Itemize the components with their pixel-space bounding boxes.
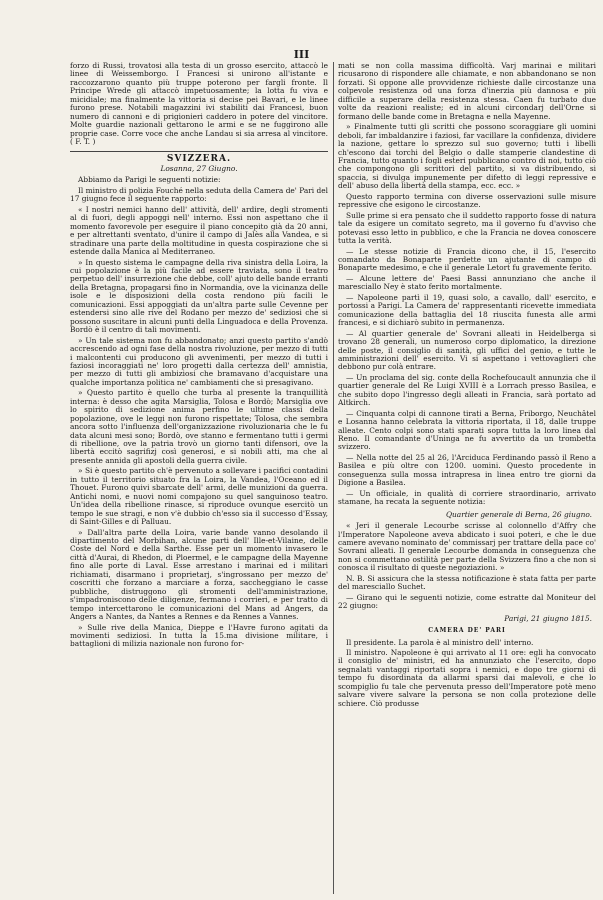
- left-paragraph: « I nostri nemici hanno dell' attività, dell' ardire, degli stromenti al di fuori, degli appoggi nell' interno. Essi non aspettano che il momento favorevole per eseguire il piano concepito già da 20 anni, e per altrettanti sventato, d'unire il campo di Jalès alla Vandea, e si stradinare una parte della moltitudine in questa cospirazione che si estende dalla Manica al Mediterraneo.: [70, 204, 328, 257]
- right-paragraph: — Nella notte del 25 al 26, l'Arciduca Ferdinando passò il Reno a Basilea e più oltre con 1200. uomini. Questo procedente in conseguenza sulla mossa intrapresa in linea entro tre giorni da Digione a Basilea.: [338, 452, 596, 488]
- right-paragraph: — Le stesse notizie di Francia dicono che, il 15, l'esercito comandato da Bonaparte perdette un ajutante di campo di Bonaparte medesimo, e che il generale Letort fu gravemente ferito.: [338, 246, 596, 273]
- dateline-berna: Quartier generale di Berna, 26 giugno.: [445, 509, 592, 519]
- berna-paragraph: — Girano qui le seguenti notizie, come estratte dal Moniteur del 22 giugno:: [338, 592, 596, 611]
- section-divider: [70, 151, 328, 152]
- right-paragraph: Sulle prime si era pensato che il suddetto rapporto fosse di natura tale da esigere un comitato segreto, ma il governo fu d'avviso che potevasi esso letto in pubblico, e che la Francia ne dovea conoscere tutta la verità.: [338, 210, 596, 246]
- left-paragraph: Il ministro di polizia Fouché nella seduta della Camera de' Pari del 17 giugno fece il seguente rapporto:: [70, 185, 328, 204]
- left-paragraph: » Dall'altra parte della Loira, varie bande vanno desolando il dipartimento del Morbihan, alcune parti dell' Ille-et-Vilaine, delle Coste del Nord e della Sarthe. Esse per un momento invasero le città d'Aurai, di Rhedon, di Ploermel, e le campagne della Mayenne fino alle porte di Laval. Esse arrestano i marinai ed i militari richiamati, disarmano i proprietarj, s'ingrossano per mezzo de' coscritti che forzano a marciare a forza, saccheggiano le casse pubbliche, distruggono gli stromenti dell'amministrazione, s'impadroniscono delle diligenze, fermano i corrieri, e per tratto di tempo intercettarono le comunicazioni del Mans ad Angers, da Angers a Nantes, da Nantes a Rennes e da Rennes a Vannes.: [70, 527, 328, 622]
- right-paragraph: — Alcune lettere de' Paesi Bassi annunziano che anche il maresciallo Ney è stato ferito mortalmente.: [338, 273, 596, 292]
- dateline-losanna: Losanna, 27 Giugno.: [160, 163, 238, 173]
- left-top-paragraph: forzo di Russi, trovatosi alla testa di un grosso esercito, attaccò le linee di Weissemborgo. I Francesi si unirono all'istante e raccozzarono quanto più truppe poterono per fargli fronte. Il Principe Wrede gli attaccò impetuosamente; la lotta fu viva e micidiale; ma finalmente la vittoria si decise pei Bavari, e le linee furono prese. Notabili magazzini ivi stabiliti dai Francesi, buon numero di cannoni e di prigionieri caddero in potere del vincitore. Molte guardie nazionali gettarono le armi e se ne fuggirono alle proprie case. Corre voce che anche Landau si sia arresa al vincitore. ( F. T. ): [70, 62, 328, 147]
- right-paragraph: — Al quartier generale de' Sovrani alleati in Heidelberga si trovano 28 generali, un numeroso corpo diplomatico, la direzione delle poste, il consiglio di sanità, gli uffici del genio, e tutte le amministrazioni dell' esercito. Vi si aspettano i vettovaglieri che debbono pur colà entrare.: [338, 328, 596, 372]
- left-column: [70, 62, 328, 894]
- section-title-svizzera: SVIZZERA.: [166, 153, 232, 164]
- camera-paragraph: Il presidente. La parola è al ministro dell' interno.: [346, 637, 534, 647]
- left-paragraph: » Sulle rive della Manica, Dieppe e l'Havre furono agitati da movimenti sediziosi. In tutta la 15.ma divisione militare, i battaglioni di milizia nazionale non furono for-: [70, 622, 328, 649]
- berna-paragraph: N. B. Si assicura che la stessa notificazione è stata fatta per parte del maresciallo Suchet.: [338, 573, 596, 592]
- left-paragraph: » Questo partito è quello che turba al presente la tranquillità interna: è desso che agita Marsiglia, Tolosa e Bordò; Marsiglia ove lo spirito di sedizione anima perfino le ultime classi della popolazione, ove le leggi non furono rispettate; Tolosa, che sembra ancora sotto l'influenza dell'organizzazione rivoluzionaria che le fu data alcuni mesi sono; Bordò, ove stanno e fermentano tutti i germi di ribellione, ove la patria trovò un giorno tanti difensori, ove la libertà eccitò sagrifizj così generosi, e si nobili atti, ma che al presente annida gli apostoli della guerra civile.: [70, 388, 328, 465]
- left-paragraph: » In questo sistema le campagne della riva sinistra della Loira, la cui popolazione è la più facile ad essere traviata, sono il teatro perpetuo dell' insurrezione che debbe, coll' ajuto delle bande erranti della Bretagna, propagarsi fino in Normandia, ove la vicinanza delle isole e le disposizioni della costa rendono più facili le comunicazioni. Essi appoggiati da un'altra parte sulle Cevenne per estendersi sino alle rive del Rodano per mezzo de' sediziosi che si possono suscitare in alcuni punti della Linguadoca e della Provenza. Bordò è il centro di tali movimenti.: [70, 257, 328, 335]
- right-column: [338, 62, 596, 894]
- left-paragraph: » Un tale sistema non fu abbandonato; anzi questo partito s'andò accrescendo ad ogni fase della nostra rivoluzione, per mezzo di tutti i malcontenti cui producono gli avvenimenti, per mezzo di tutti i faziosi incoraggiati ne' loro progetti dalla certezza dell' amnistia, per mezzo di tutti gli ambiziosi che bramavano d'acquistare una qualche importanza politica ne' cambiamenti che si presagivano.: [70, 335, 328, 387]
- berna-paragraph: « Jeri il generale Lecourbe scrisse al colonnello d'Affry che l'Imperatore Napoleone aveva abdicato i suoi poteri, e che le due camere avevano nominato de' commissarj per trattare della pace co' Sovrani alleati. Il generale Lecourbe domanda in conseguenza che non si commettano ostilità per parte della Svizzera fino a che non si conosca il risultato di queste negoziazioni. »: [338, 521, 596, 573]
- left-paragraph: » Si è questo partito ch'è pervenuto a sollevare i pacifici contadini in tutto il territorio situato fra la Loira, la Vandea, l'Oceano ed il Thouet. Furono quivi sbarcate dell' armi, delle munizioni da guerra. Antichi nomi, e nuovi nomi compajono su quel sanguinoso teatro. Un'idea della ribellione rinasce, si riproduce ovunque esercitò un tempo le sue stragi, e non v'è dubbio ch'esso sia il successo d'Essay, di Saint-Gilles e di Palluau.: [70, 466, 328, 527]
- left-paragraph: Abbiamo da Parigi le seguenti notizie:: [78, 175, 221, 185]
- right-paragraph: Questo rapporto termina con diverse osservazioni sulle misure repressive che esigono le circostanze.: [338, 191, 596, 210]
- column-rule: [333, 62, 334, 894]
- right-paragraph: — Un officiale, in qualità di corriere straordinario, arrivato stamane, ha recata la seguente notizia:: [338, 488, 596, 507]
- right-paragraph: — Cinquanta colpi di cannone tirati a Berna, Friborgo, Neuchâtel e Losanna hanno celebrata la vittoria riportata, il 18, dalle truppe alleate. Cento colpi sono stati sparati sopra tutta la loro linea dal Reno. Il comandante d'Uninga ne fu avvertito da un trombetta svizzero.: [338, 408, 596, 452]
- dateline-parigi: Parigi, 21 giugno 1815.: [504, 613, 592, 623]
- right-paragraph: mati se non colla massima difficoltà. Varj marinai e militari ricusarono di rispondere alle chiamate, e non abbandonano se non forzati. Si oppone alle provvidenze richieste dalle circostanze una colpevole resistenza od una forza d'inerzia più dannosa e più difficile a superare della resistenza stessa. Caen fu turbato due volte da reazioni realiste; ed in alcuni circondarj dell'Orne si formano delle bande come in Bretagna e nella Mayenne.: [338, 62, 596, 121]
- right-paragraph: — Napoleone partì il 19, quasi solo, a cavallo, dall' esercito, e portossi a Parigi. La Camera de' rappresentanti ricevette immediata comunicazione della battaglia del 18 riuscita funesta alle armi francesi, e si dichiarò subito in permanenza.: [338, 292, 596, 328]
- camera-paragraph: Il ministro. Napoleone è qui arrivato al 11 ore: egli ha convocato il consiglio de' ministri, ed ha annunziato che l'esercito, dopo segnalati vantaggi riportati sopra i nemici, e dopo tre giorni di tempo fu disordinata da allarmi sparsi dai malevoli, e che lo scompiglio fu tale che pervenuta presso dell'Imperatore potè meno salvare vivere salvare la persona se non colla protezione delle schiere. Ciò produsse: [338, 648, 596, 708]
- camera-title: CAMERA DE' PARI: [428, 627, 506, 635]
- page-number: III: [293, 48, 310, 61]
- right-paragraph: » Finalmente tutti gli scritti che possono scoraggiare gli uomini deboli, far imbaldanzire i faziosi, far vacillare la confidenza, dividere la nazione, gettare lo sprezzo sul suo governo; tutti i libelli ch'escono dai torchi del Belgio o dalle stamperie clandestine di Francia, tutto quanto i fogli esteri pubblicano contro di noi, tutto ciò che compongono gli scrittori del partito, si va distribuendo, si spaccia, si divulga impunemente per difetto di leggi repressive e dell' abuso della libertà della stampa, ecc. ecc. »: [338, 122, 596, 191]
- right-paragraph: — Un proclama del sig. conte della Rochefoucault annunzia che il quartier generale del Re Luigi XVIII è a Lorrach presso Basilea, e che subito dopo l'ingresso degli alleati in Francia, sarà portato ad Altkirch.: [338, 372, 596, 408]
